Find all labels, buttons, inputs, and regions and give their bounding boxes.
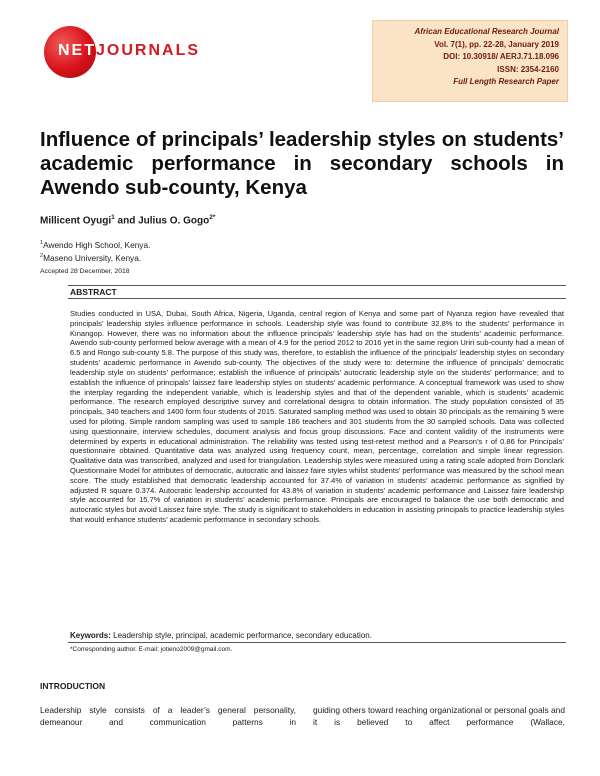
- authors: [40, 214, 215, 226]
- abstract-heading: ABSTRACT: [70, 287, 117, 297]
- affiliations: [40, 238, 150, 265]
- introduction-heading: INTRODUCTION: [40, 681, 106, 691]
- abstract-text: Studies conducted in USA, Dubai, South Africa, Nigeria, Uganda, central region of Kenya and some part of Nyanza region have revealed that principals’ leadership styles influence performance in schools. Leadership style was found to contribute 32.8% to the students’ performance in Kinangop. However, there was no information about the influence principals’ leadership style has had on the students’ academic performance. Awendo sub-county performed below average with a mean of 4.9 for the period 2012 to 2016 yet in the same region Uriri sub-county had a mean of 6.5 and Rongo sub-county 5.8. The purpose of this study was, therefore, to establish the influence of the principals’ leadership styles on secondary students’ academic performance in Awendo sub-county. The objectives of the study were to: determine the influence of principals’ democratic leadership style on students’ performance; establish the influence of principals’ autocratic leadership style on the students’ performance; and to establish the influence of principals’ laissez faire leadership styles on students’ academic performance. A conceptual framework was used to show the interplay regarding the independent variable, which is leadership styles and that of the dependent variable, which is students’ academic performance. The research employed descriptive survey and correlational designs to obtain information. The study population consisted of 35 principals, 340 teachers and 1400 form four students of 2015. Saturated sampling method was used to obtain 30 principals as the remaining 5 were used for piloting. Simple random sampling was used to sample 186 teachers and 301 students from the 30 sampled schools. Data was collected using questionnaire, interview schedules, document analysis and focus group discussions. Face and content validity of the instruments were determined by experts in educational administration. The reliability was tested using test-retest method and a Pearson’s r of 0.86 for Principals’ questionnaire obtained. Quantitative data was analyzed using frequency count, mean, percentage, correlation and simple linear regression. Qualitative data was transcribed, analyzed and used for triangulation. Leadership styles were measured using a rating scale adopted from Donclark Questionnaire Model for attributes of democratic, autocratic and laissez faire styles whilst students’ performance was measured by the school mean score. The study established that democratic leadership accounted for 37.4% of variation in students’ academic performance as signified by adjusted R square 0.374. Autocratic leadership accounted for 43.8% of variation in students’ academic performance and Laissez faire leadership style accounted for 15.7% of variation in students’ academic performance. Principals are encouraged to balance the use both democratic and autocratic styles but avoid Laissez faire style. The study is significant to stakeholders in education in assisting principals to practice leadership styles that would enhance students’ academic performance in secondary schools.: [70, 309, 565, 525]
- author-2-affil: 2*: [209, 214, 216, 221]
- journal-name: African Educational Research Journal: [414, 27, 559, 36]
- introduction-column-2: guiding others toward reaching organizational or personal goals and it is believed to affect performance (Wallace,: [313, 705, 565, 727]
- introduction-column-1: Leadership style consists of a leader’s general personality, demeanour and communication patterns in: [40, 705, 296, 727]
- netjournals-logo: [36, 24, 206, 76]
- affiliation-2: $^2$Maseno University, Kenya.: [40, 253, 142, 264]
- journal-volume: Vol. 7(1), pp. 22-28, January 2019: [434, 39, 559, 49]
- abstract-bottom-rule: [68, 642, 566, 643]
- keywords-label: Keywords:: [70, 631, 111, 640]
- paper-title: Influence of principals’ leadership styles on students’ academic performance in secondary schools in Awendo sub-county, Kenya: [40, 128, 564, 199]
- corresponding-author: *Corresponding author. E-mail: jotieno2009@gmail.com.: [70, 646, 233, 653]
- journal-doi: DOI: 10.30918/ AERJ.71.18.096: [443, 52, 559, 62]
- affiliation-1: $^1$Awendo High School, Kenya.: [40, 239, 151, 250]
- author-2: Julius O. Gogo: [138, 215, 210, 227]
- paper-type: Full Length Research Paper: [453, 77, 559, 87]
- journal-info-box: [372, 20, 568, 102]
- journal-issn: ISSN: 2354-2160: [497, 64, 559, 74]
- logo-wordmark: NETJOURNALS: [58, 42, 201, 59]
- accepted-date: Accepted 28 December, 2018: [40, 268, 130, 275]
- author-1-affil: 1: [111, 214, 115, 221]
- keywords-text: Leadership style, principal, academic performance, secondary education.: [110, 631, 372, 640]
- keywords: [70, 631, 564, 640]
- author-1: Millicent Oyugi: [40, 215, 112, 227]
- abstract-top-rule: [68, 285, 566, 286]
- authors-conj: and: [114, 215, 139, 227]
- abstract-heading-rule: [68, 298, 566, 299]
